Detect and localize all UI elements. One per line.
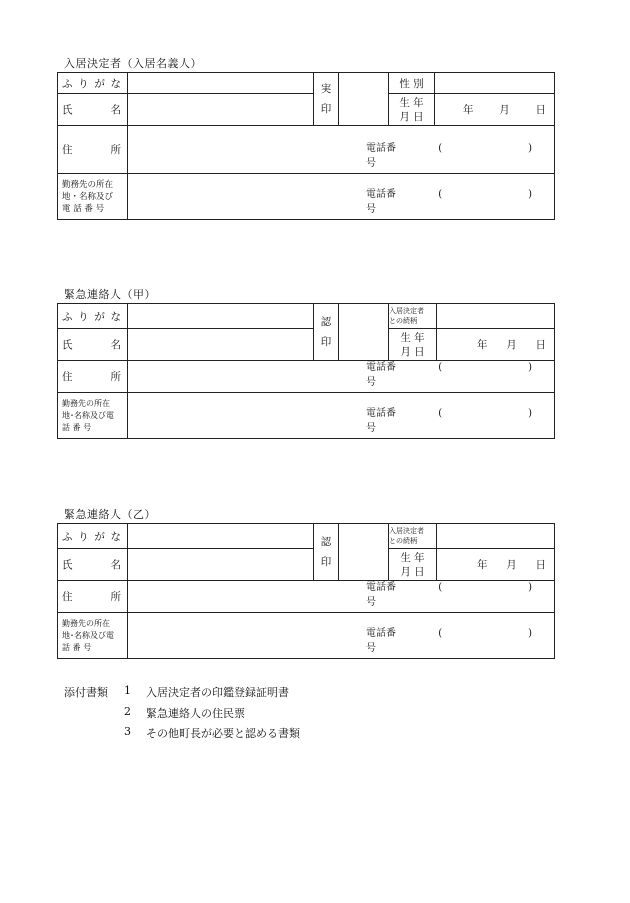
attachments-label: 添付書類 — [64, 686, 108, 699]
seal-label: 実 印 — [314, 73, 339, 126]
birthdate-label: 生 年 月 日 — [389, 329, 437, 361]
attachment-num: 2 — [124, 705, 131, 718]
furigana-label: ふりがな — [58, 73, 128, 94]
name-input[interactable] — [128, 549, 314, 581]
name-label: 氏 名 — [58, 329, 128, 361]
attachment-num: 3 — [124, 725, 131, 738]
address-label: 住 所 — [58, 361, 128, 393]
attachment-item: その他町長が必要と認める書類 — [146, 727, 300, 740]
address-label: 住 所 — [58, 581, 128, 613]
workplace-input[interactable] — [128, 613, 555, 659]
furigana-input[interactable] — [128, 73, 314, 94]
address-input[interactable] — [128, 126, 555, 174]
contact-b-section-title: 緊急連絡人（乙） — [64, 508, 156, 521]
address-input[interactable] — [128, 581, 555, 613]
name-label: 氏 名 — [58, 549, 128, 581]
contact-a-section-title: 緊急連絡人（甲） — [64, 288, 156, 301]
attachment-item: 入居決定者の印鑑登録証明書 — [146, 686, 289, 699]
seal-box[interactable] — [339, 304, 389, 361]
furigana-label: ふりがな — [58, 524, 128, 549]
attachment-num: 1 — [124, 684, 131, 697]
phone-field: 電話番号 ( ) — [366, 143, 554, 169]
furigana-label: ふりがな — [58, 304, 128, 329]
address-input[interactable] — [128, 361, 555, 393]
furigana-input[interactable] — [128, 304, 314, 329]
birthdate-label: 生 年 月 日 — [389, 549, 437, 581]
birthdate-input[interactable]: 年 月 日 — [437, 329, 555, 361]
workplace-input[interactable] — [128, 174, 555, 220]
workplace-label: 勤務先の所在 地・名称及び 電 話 番 号 — [58, 174, 128, 220]
relationship-label: 入居決定者 との続柄 — [389, 304, 437, 329]
applicant-table — [57, 72, 555, 220]
name-input[interactable] — [128, 94, 314, 126]
furigana-input[interactable] — [128, 524, 314, 549]
seal-label: 認 印 — [314, 524, 339, 581]
seal-box[interactable] — [339, 73, 389, 126]
gender-input[interactable] — [435, 73, 555, 94]
address-label: 住 所 — [58, 126, 128, 174]
workplace-input[interactable] — [128, 393, 555, 439]
birthdate-input[interactable]: 年 月 日 — [437, 549, 555, 581]
seal-box[interactable] — [339, 524, 389, 581]
name-input[interactable] — [128, 329, 314, 361]
phone-field: 電話番号 ( ) — [366, 362, 554, 388]
gender-label: 性 別 — [389, 73, 435, 94]
relationship-input[interactable] — [437, 524, 555, 549]
attachment-item: 緊急連絡人の住民票 — [146, 707, 245, 720]
seal-label: 認 印 — [314, 304, 339, 361]
birthdate-input[interactable]: 年 月 日 — [435, 94, 555, 126]
applicant-section-title: 入居決定者（入居名義人） — [64, 57, 202, 70]
workplace-label: 勤務先の所在 地･名称及び電 話 番 号 — [58, 613, 128, 659]
workplace-label: 勤務先の所在 地･名称及び電 話 番 号 — [58, 393, 128, 439]
contact-b-table — [57, 523, 555, 659]
relationship-input[interactable] — [437, 304, 555, 329]
workplace-phone-field: 電話番号 ( ) — [366, 189, 554, 215]
phone-field: 電話番号 ( ) — [366, 582, 554, 608]
birthdate-label: 生 年 月 日 — [389, 94, 435, 126]
name-label: 氏 名 — [58, 94, 128, 126]
contact-a-table — [57, 303, 555, 439]
workplace-phone-field: 電話番号 ( ) — [366, 628, 554, 654]
workplace-phone-field: 電話番号 ( ) — [366, 408, 554, 434]
relationship-label: 入居決定者 との続柄 — [389, 524, 437, 549]
